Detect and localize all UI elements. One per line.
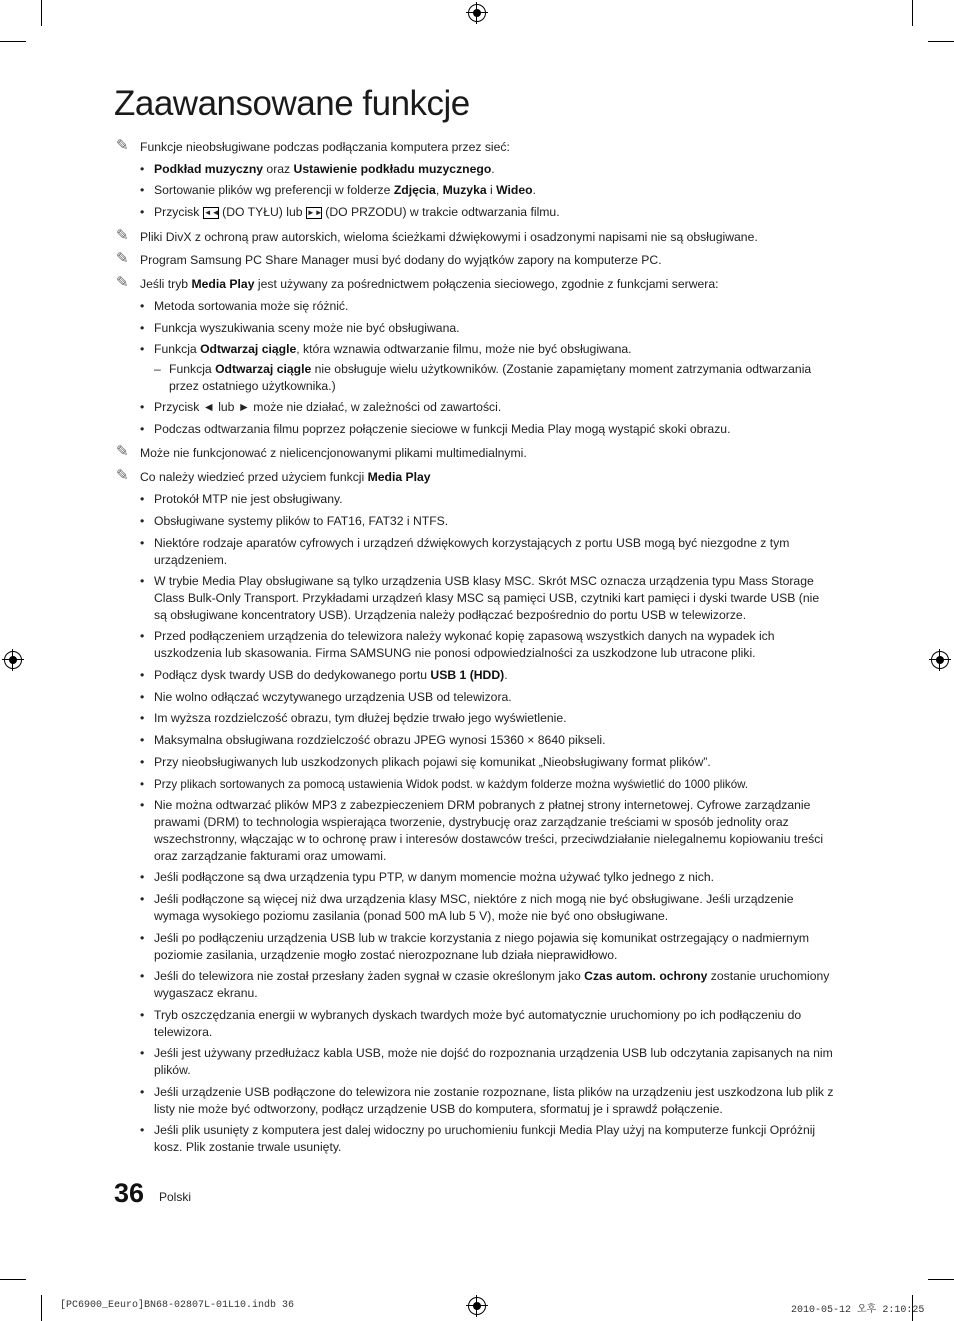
note: ✎ Może nie funkcjonować z nielicencjonowanymi plikami multimedialnymi. bbox=[116, 443, 527, 460]
pencil-note-icon: ✎ bbox=[116, 250, 129, 267]
note: ✎ Pliki DivX z ochroną praw autorskich, wieloma ścieżkami dźwiękowymi i osadzonymi napisami nie są obsługiwane. bbox=[116, 227, 758, 244]
crop-mark bbox=[928, 41, 954, 42]
pencil-note-icon: ✎ bbox=[116, 137, 129, 154]
crop-mark bbox=[41, 0, 42, 26]
list-item: • Nie wolno odłączać wczytywanego urządzenia USB od telewizora. bbox=[140, 689, 834, 706]
pencil-note-icon: ✎ bbox=[116, 467, 129, 484]
crop-mark bbox=[41, 1295, 42, 1321]
list-item: • Jeśli do telewizora nie został przesłany żaden sygnał w czasie określonym jako Czas autom. ochrony zostanie uruchomiony wygaszacz ekranu. bbox=[140, 968, 834, 1002]
list-item: • Jeśli jest używany przedłużacz kabla USB, może nie dojść do rozpoznania urządzenia USB lub odczytania zapisanych na nim plików. bbox=[140, 1045, 834, 1079]
list-item: • Protokół MTP nie jest obsługiwany. bbox=[140, 491, 834, 508]
note: ✎ Program Samsung PC Share Manager musi być dodany do wyjątków zapory na komputerze PC. bbox=[116, 250, 662, 267]
list-item: • Jeśli podłączone są dwa urządzenia typu PTP, w danym momencie można używać tylko jednego z nich. bbox=[140, 869, 834, 886]
list-item: • Podczas odtwarzania filmu poprzez połączenie sieciowe w funkcji Media Play mogą wystąpić skoki obrazu. bbox=[140, 421, 834, 438]
list-item: • Przed podłączeniem urządzenia do telewizora należy wykonać kopię zapasową wszystkich danych na wypadek ich uszkodzenia lub skasowania. Firma SAMSUNG nie ponosi odpowiedzialności za uszkodzone lub utracone pliki. bbox=[140, 628, 834, 662]
list-item: • Obsługiwane systemy plików to FAT16, FAT32 i NTFS. bbox=[140, 513, 834, 530]
pencil-note-icon: ✎ bbox=[116, 443, 129, 460]
registration-mark-icon bbox=[468, 1297, 486, 1315]
list-item: • Jeśli po podłączeniu urządzenia USB lub w trakcie korzystania z niego pojawia się komunikat ostrzegający o nadmiernym poziomie zasilania, urządzenie mogło zostać nierozpoznane lub działa nieprawidłowo. bbox=[140, 930, 834, 964]
pencil-note-icon: ✎ bbox=[116, 227, 129, 244]
list-item: • Przy plikach sortowanych za pomocą ustawienia Widok podst. w każdym folderze można wyświetlić do 1000 plików. bbox=[140, 776, 834, 793]
footer-timestamp: 2010-05-12 오후 2:10:25 bbox=[791, 1305, 925, 1316]
list-item: • Przycisk ◄◄ (DO TYŁU) lub ►► (DO PRZODU) w trakcie odtwarzania filmu. bbox=[140, 204, 834, 221]
page-title: Zaawansowane funkcje bbox=[114, 84, 470, 123]
registration-mark-icon bbox=[4, 651, 22, 669]
fast-forward-icon: ►► bbox=[306, 207, 323, 217]
list-item: • Przy nieobsługiwanych lub uszkodzonych plikach pojawi się komunikat „Nieobsługiwany format plików”. bbox=[140, 754, 834, 771]
note: ✎ Funkcje nieobsługiwane podczas podłączania komputera przez sieć: bbox=[116, 137, 510, 154]
list-item: • Jeśli podłączone są więcej niż dwa urządzenia klasy MSC, niektóre z nich mogą nie być obsługiwane. Jeśli urządzenie wymaga wysokiego poziomu zasilania (ponad 500 mA lub 5 V), może nie być ono obsługiwane. bbox=[140, 891, 834, 925]
list-item: • Jeśli plik usunięty z komputera jest dalej widoczny po uruchomieniu funkcji Media Play użyj na komputerze funkcji Opróżnij kosz. Plik zostanie trwale usunięty. bbox=[140, 1122, 834, 1156]
crop-mark bbox=[928, 1279, 954, 1280]
note: ✎ Co należy wiedzieć przed użyciem funkcji Media Play bbox=[116, 467, 431, 484]
list-item: • Im wyższa rozdzielczość obrazu, tym dłużej będzie trwało jego wyświetlenie. bbox=[140, 710, 834, 727]
list-item: • Funkcja Odtwarzaj ciągle, która wznawia odtwarzanie filmu, może nie być obsługiwana. bbox=[140, 341, 834, 358]
list-item: • Maksymalna obsługiwana rozdzielczość obrazu JPEG wynosi 15360 × 8640 pikseli. bbox=[140, 732, 834, 749]
list-item: • Jeśli urządzenie USB podłączone do telewizora nie zostanie rozpoznane, lista plików na urządzeniu jest uszkodzona lub plik z listy nie może być odtworzony, podłącz urządzenie USB do komputera, sformatuj je i sprawdź połączenie. bbox=[140, 1084, 834, 1118]
list-item: • Funkcja wyszukiwania sceny może nie być obsługiwana. bbox=[140, 320, 834, 337]
list-item: • Podłącz dysk twardy USB do dedykowanego portu USB 1 (HDD). bbox=[140, 667, 834, 684]
list-item: • Sortowanie plików wg preferencji w folderze Zdjęcia, Muzyka i Wideo. bbox=[140, 182, 834, 199]
list-item: • W trybie Media Play obsługiwane są tylko urządzenia USB klasy MSC. Skrót MSC oznacza urządzenia typu Mass Storage Class Bulk-Only Transport. Przykładami urządzeń klasy MSC są pamięci USB, czytniki kart pamięci i dyski twarde USB (nie są obsługiwane koncentratory USB). Urządzenia należy podłączać bezpośrednio do portu USB w telewizorze. bbox=[140, 573, 834, 624]
crop-mark bbox=[912, 0, 913, 26]
list-item: • Metoda sortowania może się różnić. bbox=[140, 298, 834, 315]
pencil-note-icon: ✎ bbox=[116, 274, 129, 291]
crop-mark bbox=[0, 41, 26, 42]
crop-mark bbox=[0, 1279, 26, 1280]
footer-file-info: [PC6900_Eeuro]BN68-02807L-01L10.indb 36 bbox=[60, 1300, 295, 1311]
list-item: • Podkład muzyczny oraz Ustawienie podkładu muzycznego. bbox=[140, 161, 834, 178]
sub-list-item: – Funkcja Odtwarzaj ciągle nie obsługuje wielu użytkowników. (Zostanie zapamiętany moment zatrzymania odtwarzania przez ostatniego użytkownika.) bbox=[154, 361, 829, 395]
registration-mark-icon bbox=[468, 4, 486, 22]
list-item: • Niektóre rodzaje aparatów cyfrowych i urządzeń dźwiękowych korzystających z portu USB mogą być niezgodne z tym urządzeniem. bbox=[140, 535, 834, 569]
list-item: • Tryb oszczędzania energii w wybranych dyskach twardych może być automatycznie uruchomiony po ich podłączeniu do telewizora. bbox=[140, 1007, 834, 1041]
list-item: • Nie można odtwarzać plików MP3 z zabezpieczeniem DRM pobranych z płatnej strony internetowej. Cyfrowe zarządzanie prawami (DRM) to technologia wspierająca tworzenie, dystrybucję oraz zarządzanie treściami w sposób jednolity oraz wszechstronny, włączając w to ochronę praw i interesów dostawców treści, przeciwdziałanie nielegalnemu kopiowaniu treści oraz zarządzanie fakturami oraz umowami. bbox=[140, 797, 834, 865]
language-label: Polski bbox=[159, 1190, 192, 1204]
registration-mark-icon bbox=[931, 651, 949, 669]
note: ✎ Jeśli tryb Media Play jest używany za pośrednictwem połączenia sieciowego, zgodnie z funkcjami serwera: bbox=[116, 274, 719, 291]
rewind-icon: ◄◄ bbox=[203, 207, 220, 217]
list-item: • Przycisk ◄ lub ► może nie działać, w zależności od zawartości. bbox=[140, 399, 834, 416]
page-number: 36 bbox=[114, 1178, 145, 1208]
